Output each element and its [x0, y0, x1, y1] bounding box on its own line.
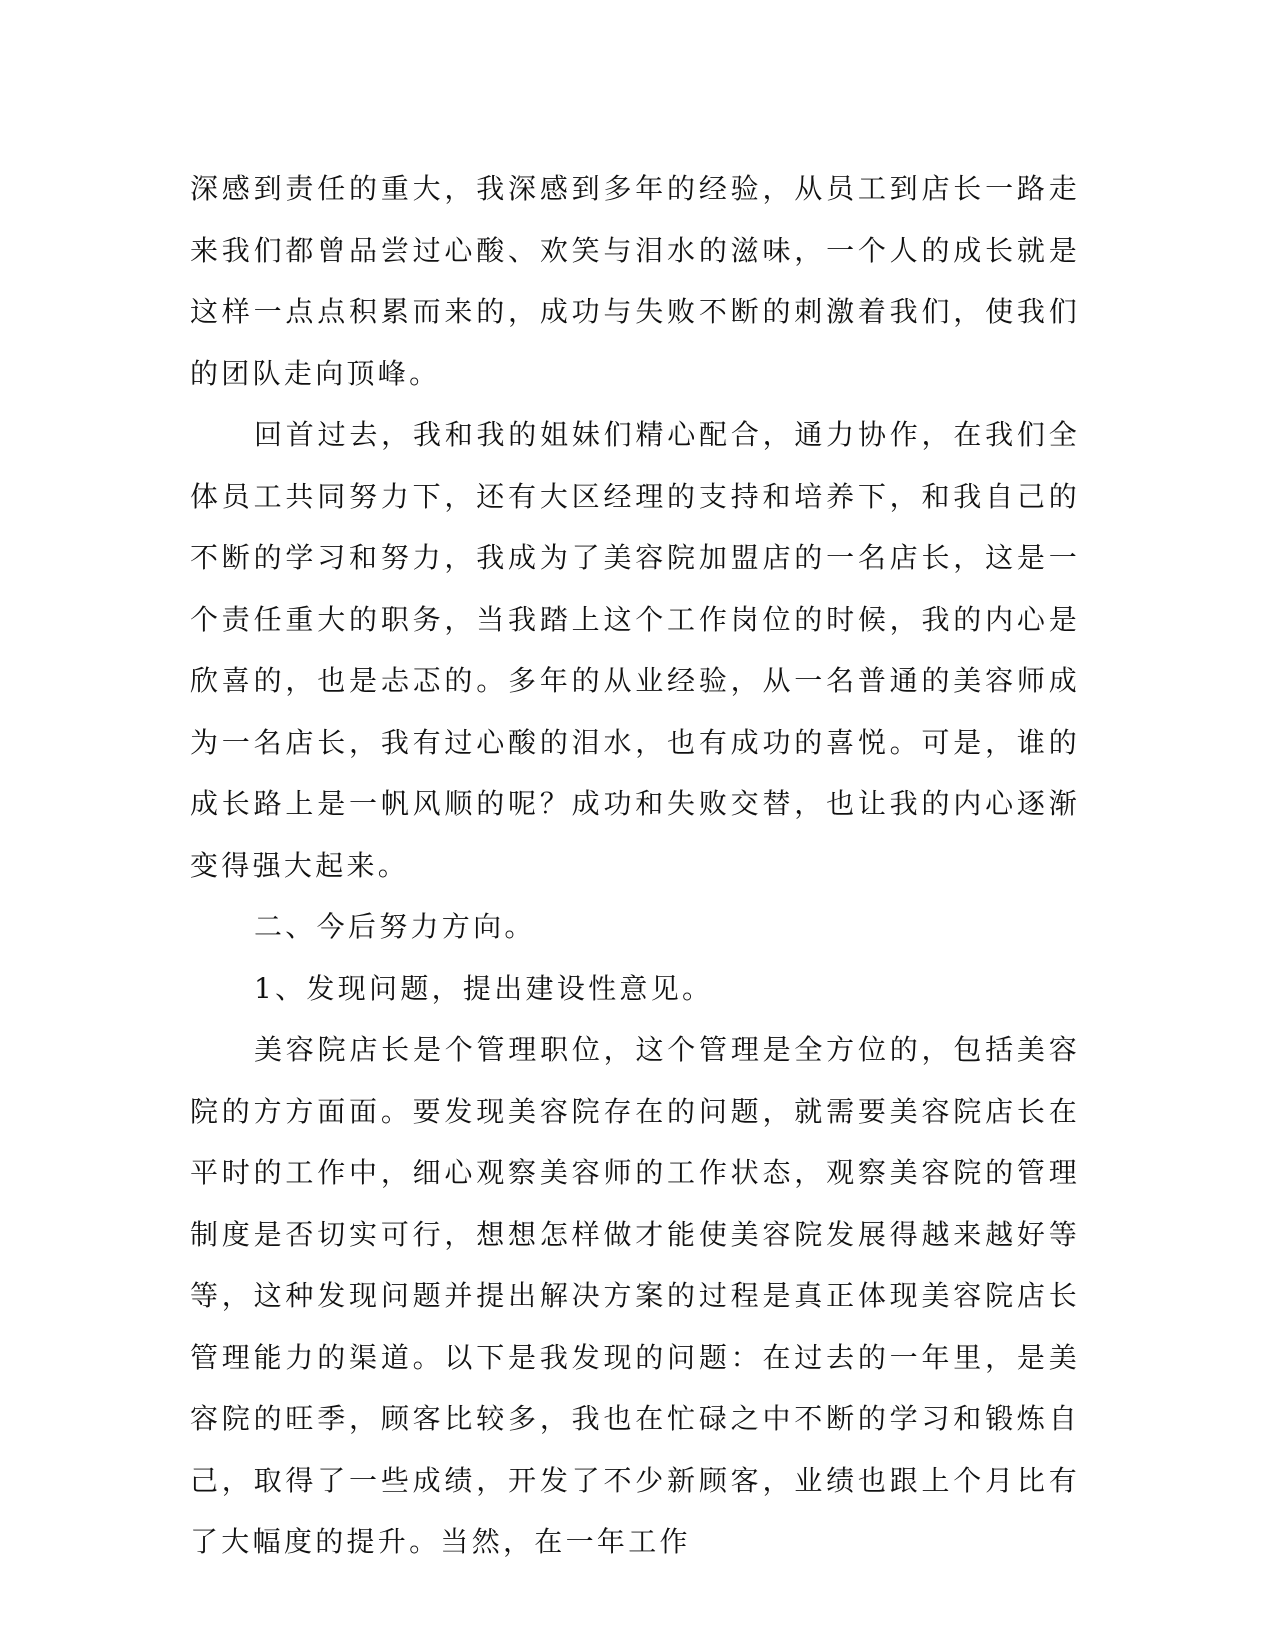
- paragraph-1: 深感到责任的重大，我深感到多年的经验，从员工到店长一路走来我们都曾品尝过心酸、欢笑与泪水的滋味，一个人的成长就是这样一点点积累而来的，成功与失败不断的刺激着我们，使我们的团队走向顶峰。: [190, 172, 1080, 390]
- subheading-find-problems: 1、发现问题，提出建设性意见。: [254, 971, 714, 1005]
- section-heading-future-direction: 二、今后努力方向。: [254, 910, 536, 943]
- paragraph-5: 美容院店长是个管理职位，这个管理是全方位的，包括美容院的方方面面。要发现美容院存在的问题，就需要美容院店长在平时的工作中，细心观察美容师的工作状态，观察美容院的管理制度是否切实可行，想想怎样做才能使美容院发展得越来越好等等，这种发现问题并提出解决方案的过程是真正体现美容院店长管理能力的渠道。以下是我发现的问题：在过去的一年里，是美容院的旺季，顾客比较多，我也在忙碌之中不断的学习和锻炼自己，取得了一些成绩，开发了不少新顾客，业绩也跟上个月比有了大幅度的提升。当然，在一年工作: [190, 1033, 1080, 1558]
- paragraph-2: 回首过去，我和我的姐妹们精心配合，通力协作，在我们全体员工共同努力下，还有大区经理的支持和培养下，和我自己的不断的学习和努力，我成为了美容院加盟店的一名店长，这是一个责任重大的职务，当我踏上这个工作岗位的时候，我的内心是欣喜的，也是忐忑的。多年的从业经验，从一名普通的美容师成为一名店长，我有过心酸的泪水，也有成功的喜悦。可是，谁的成长路上是一帆风顺的呢？成功和失败交替，也让我的内心逐渐变得强大起来。: [190, 418, 1080, 882]
- document-body: [190, 158, 1080, 1573]
